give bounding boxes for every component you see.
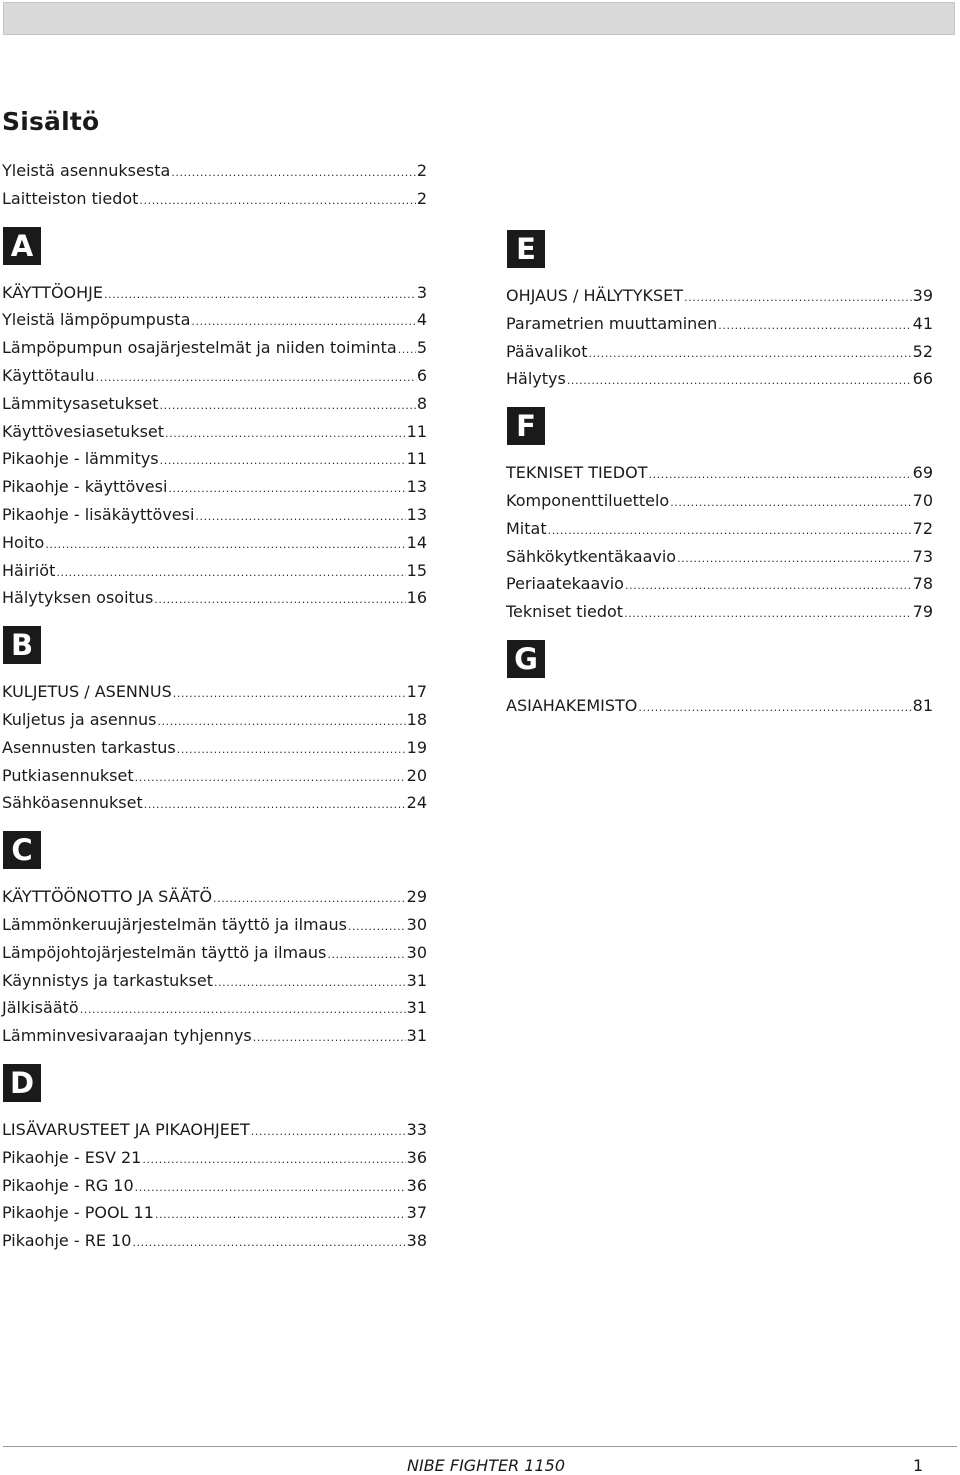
toc-entry-title: Käyttötaulu xyxy=(2,365,95,385)
toc-entry[interactable] xyxy=(2,557,427,585)
dot-leader xyxy=(135,1174,406,1202)
toc-entry-page: 81 xyxy=(912,695,933,715)
toc-entry-title: Lämmitysasetukset xyxy=(2,393,159,413)
toc-entry-page: 31 xyxy=(406,998,427,1018)
toc-entry[interactable] xyxy=(2,279,427,307)
toc-entry-page: 72 xyxy=(912,518,933,538)
section-badge-d: D xyxy=(3,1064,41,1102)
toc-entry-page: 36 xyxy=(406,1147,427,1167)
toc-entry-page: 11 xyxy=(406,421,427,441)
dot-leader xyxy=(80,996,406,1024)
toc-entry-title: Häiriöt xyxy=(2,560,56,580)
footer-page-number: 1 xyxy=(913,1456,924,1475)
dot-leader xyxy=(214,969,406,997)
toc-entry-title: TEKNISET TIEDOT xyxy=(506,463,648,483)
toc-entry[interactable] xyxy=(2,584,427,612)
toc-entry[interactable] xyxy=(506,598,933,626)
toc-entry-page: 2 xyxy=(416,188,427,208)
toc-entry-title: Yleistä asennuksesta xyxy=(2,161,171,180)
dot-leader xyxy=(624,600,912,628)
toc-entry-page: 31 xyxy=(406,1026,427,1046)
dot-leader xyxy=(142,1146,405,1174)
toc-entry-page: 52 xyxy=(912,341,933,361)
toc-entry[interactable] xyxy=(2,678,427,706)
toc-entry-page: 30 xyxy=(406,942,427,962)
toc-entry-title: Putkiasennukset xyxy=(2,765,134,785)
dot-leader xyxy=(56,559,405,587)
toc-entry[interactable] xyxy=(506,282,933,310)
toc-entry-title: KULJETUS / ASENNUS xyxy=(2,682,172,702)
toc-entry-title: Hälytyksen osoitus xyxy=(2,588,154,608)
toc-entry-page: 78 xyxy=(912,574,933,594)
toc-entry-page: 6 xyxy=(416,365,427,385)
toc-entry[interactable] xyxy=(506,487,933,515)
section-badge-e: E xyxy=(507,230,545,268)
toc-entry[interactable] xyxy=(2,1227,427,1255)
toc-entry-page: 19 xyxy=(406,737,427,757)
dot-leader xyxy=(96,364,416,392)
section-badge-c: C xyxy=(3,831,41,869)
dot-leader xyxy=(625,572,912,600)
toc-entry[interactable] xyxy=(2,789,427,817)
toc-entry[interactable] xyxy=(2,883,427,911)
toc-entry[interactable] xyxy=(2,334,427,362)
toc-entry-page: 14 xyxy=(406,532,427,552)
dot-leader xyxy=(398,336,416,364)
section-badge-b: B xyxy=(3,626,41,664)
section-badge-a: A xyxy=(3,227,41,265)
toc-entry-title: Pikaohje - lämmitys xyxy=(2,449,159,469)
dot-leader xyxy=(638,694,911,722)
toc-entry-title: Asennusten tarkastus xyxy=(2,737,176,757)
toc-entry-page: 13 xyxy=(406,504,427,524)
toc-entry[interactable] xyxy=(2,185,427,213)
toc-entry-title: Mitat xyxy=(506,518,547,538)
dot-leader xyxy=(251,1118,406,1146)
toc-entry-title: Kuljetus ja asennus xyxy=(2,709,157,729)
footer-product-name: NIBE FIGHTER 1150 xyxy=(407,1456,566,1475)
dot-leader xyxy=(160,392,416,420)
toc-entry-title: LISÄVARUSTEET JA PIKAOHJEET xyxy=(2,1119,250,1139)
toc-entry[interactable] xyxy=(506,338,933,366)
toc-entry[interactable] xyxy=(2,1144,427,1172)
toc-entry-page: 4 xyxy=(416,310,427,330)
toc-entry-page: 18 xyxy=(406,709,427,729)
toc-entry-page: 29 xyxy=(406,887,427,907)
dot-leader xyxy=(154,586,405,614)
dot-leader xyxy=(548,517,912,545)
dot-leader xyxy=(171,159,416,187)
toc-entry-title: Sähköasennukset xyxy=(2,793,143,813)
dot-leader xyxy=(132,1229,405,1257)
toc-entry[interactable] xyxy=(506,543,933,571)
dot-leader xyxy=(168,475,405,503)
toc-entry-page: 11 xyxy=(406,449,427,469)
toc-entry-title: Lämpöjohtojärjestelmän täyttö ja ilmaus xyxy=(2,942,327,962)
toc-entry[interactable] xyxy=(2,1022,427,1050)
toc-entry-page: 66 xyxy=(912,369,933,389)
toc-entry-title: Pikaohje - RG 10 xyxy=(2,1175,134,1195)
toc-entry-page: 31 xyxy=(406,970,427,990)
toc-entry-title: OHJAUS / HÄLYTYKSET xyxy=(506,286,684,305)
dot-leader xyxy=(173,680,406,708)
toc-entry-page: 2 xyxy=(416,161,427,180)
toc-entry-title: Pikaohje - RE 10 xyxy=(2,1231,132,1251)
toc-entry[interactable] xyxy=(2,418,427,446)
toc-entry[interactable] xyxy=(2,762,427,790)
toc-entry[interactable] xyxy=(506,459,933,487)
toc-entry-page: 38 xyxy=(406,1231,427,1251)
toc-entry-title: Pikaohje - käyttövesi xyxy=(2,477,168,497)
toc-entry[interactable] xyxy=(506,310,933,338)
toc-entry-page: 24 xyxy=(406,793,427,813)
toc-entry[interactable] xyxy=(2,390,427,418)
section-badge-g: G xyxy=(507,640,545,678)
dot-leader xyxy=(684,284,912,312)
toc-entry[interactable] xyxy=(506,365,933,393)
toc-entry-page: 15 xyxy=(406,560,427,580)
dot-leader xyxy=(157,708,405,736)
toc-entry-page: 39 xyxy=(912,286,933,305)
toc-entry-title: Käyttövesiasetukset xyxy=(2,421,165,441)
dot-leader xyxy=(165,420,406,448)
toc-entry[interactable] xyxy=(2,994,427,1022)
toc-entry-title: Pikaohje - lisäkäyttövesi xyxy=(2,504,195,524)
dot-leader xyxy=(135,764,406,792)
toc-entry-title: Päävalikot xyxy=(506,341,588,361)
toc-entry-title: Hälytys xyxy=(506,369,566,389)
toc-entry-page: 20 xyxy=(406,765,427,785)
dot-leader xyxy=(648,461,911,489)
dot-leader xyxy=(327,941,405,969)
toc-entry-title: Tekniset tiedot xyxy=(506,602,624,622)
toc-entry-page: 33 xyxy=(406,1119,427,1139)
dot-leader xyxy=(567,367,912,395)
toc-entry-page: 37 xyxy=(406,1203,427,1223)
toc-entry[interactable] xyxy=(506,515,933,543)
dot-leader xyxy=(139,187,415,215)
toc-entry[interactable] xyxy=(506,692,933,720)
toc-entry[interactable] xyxy=(2,473,427,501)
toc-entry-page: 5 xyxy=(416,338,427,358)
section-badge-f: F xyxy=(507,407,545,445)
toc-entry[interactable] xyxy=(506,570,933,598)
toc-entry-title: Lämpöpumpun osajärjestelmät ja niiden toiminta xyxy=(2,338,397,358)
toc-entry-title: Lämmönkeruujärjestelmän täyttö ja ilmaus xyxy=(2,914,347,934)
toc-left-column xyxy=(2,157,427,1255)
footer-divider xyxy=(3,1446,957,1447)
dot-leader xyxy=(253,1024,406,1052)
dot-leader xyxy=(348,913,406,941)
toc-entry-title: Laitteiston tiedot xyxy=(2,188,139,208)
toc-entry-title: Sähkökytkentäkaavio xyxy=(506,546,677,566)
dot-leader xyxy=(45,531,405,559)
toc-entry-title: KÄYTTÖÖNOTTO JA SÄÄTÖ xyxy=(2,887,213,907)
dot-leader xyxy=(155,1201,406,1229)
dot-leader xyxy=(104,281,416,309)
toc-entry[interactable] xyxy=(2,306,427,334)
toc-entry-title: Parametrien muuttaminen xyxy=(506,313,718,333)
toc-entry-page: 79 xyxy=(912,602,933,622)
toc-entry-page: 17 xyxy=(406,682,427,702)
toc-entry[interactable] xyxy=(2,1172,427,1200)
toc-entry-title: Yleistä lämpöpumpusta xyxy=(2,310,191,330)
dot-leader xyxy=(195,503,405,531)
toc-right-column xyxy=(506,216,933,720)
toc-entry[interactable] xyxy=(2,157,427,185)
toc-entry-page: 70 xyxy=(912,490,933,510)
toc-entry[interactable] xyxy=(2,445,427,473)
dot-leader xyxy=(160,447,406,475)
toc-entry[interactable] xyxy=(2,939,427,967)
toc-entry-title: KÄYTTÖOHJE xyxy=(2,282,103,302)
toc-entry-page: 16 xyxy=(406,588,427,608)
toc-entry[interactable] xyxy=(2,911,427,939)
toc-entry-page: 8 xyxy=(416,393,427,413)
toc-entry-title: ASIAHAKEMISTO xyxy=(506,695,638,715)
dot-leader xyxy=(213,885,406,913)
toc-entry[interactable] xyxy=(2,1199,427,1227)
toc-entry-page: 13 xyxy=(406,477,427,497)
toc-entry-title: Lämminvesivaraajan tyhjennys xyxy=(2,1026,252,1046)
toc-entry-page: 30 xyxy=(406,914,427,934)
toc-entry-page: 73 xyxy=(912,546,933,566)
toc-entry-page: 36 xyxy=(406,1175,427,1195)
toc-entry[interactable] xyxy=(2,1116,427,1144)
dot-leader xyxy=(177,736,406,764)
page-title: Sisältö xyxy=(2,107,100,136)
toc-entry[interactable] xyxy=(2,706,427,734)
toc-entry-title: Käynnistys ja tarkastukset xyxy=(2,970,213,990)
toc-entry[interactable] xyxy=(2,501,427,529)
toc-entry-title: Pikaohje - ESV 21 xyxy=(2,1147,142,1167)
dot-leader xyxy=(677,545,912,573)
toc-entry[interactable] xyxy=(2,529,427,557)
toc-entry-title: Periaatekaavio xyxy=(506,574,624,594)
toc-entry-page: 41 xyxy=(912,313,933,333)
toc-entry-page: 3 xyxy=(416,282,427,302)
dot-leader xyxy=(191,308,415,336)
toc-entry[interactable] xyxy=(2,362,427,390)
toc-entry-title: Jälkisäätö xyxy=(2,998,79,1018)
toc-entry-title: Komponenttiluettelo xyxy=(506,490,670,510)
toc-entry-title: Hoito xyxy=(2,532,45,552)
header-bar xyxy=(3,2,955,35)
dot-leader xyxy=(718,312,911,340)
dot-leader xyxy=(670,489,911,517)
toc-entry-page: 69 xyxy=(912,463,933,483)
toc-entry[interactable] xyxy=(2,734,427,762)
toc-entry[interactable] xyxy=(2,967,427,995)
toc-entry-title: Pikaohje - POOL 11 xyxy=(2,1203,154,1223)
dot-leader xyxy=(588,340,911,368)
dot-leader xyxy=(144,791,406,819)
